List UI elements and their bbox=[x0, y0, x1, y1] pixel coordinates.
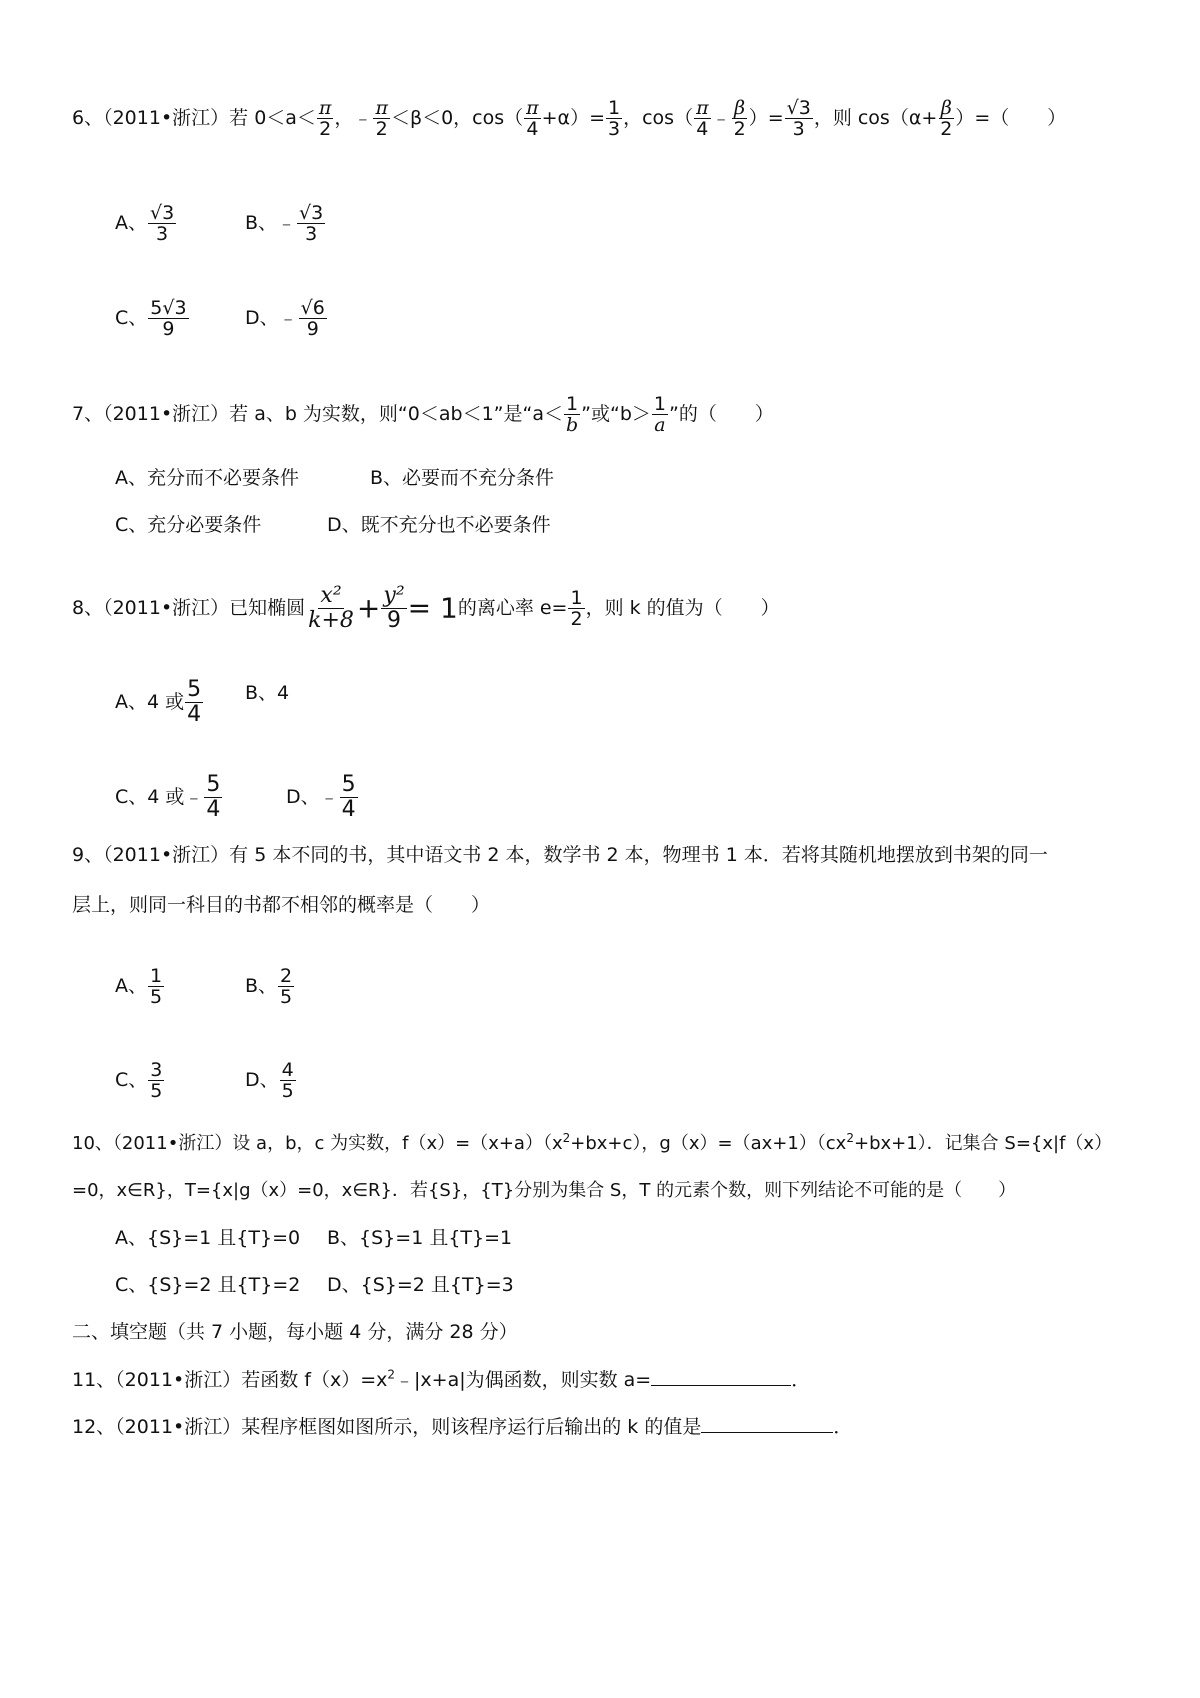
answer-blank[interactable] bbox=[651, 1365, 791, 1386]
question-10-stem-line1: 10、（2011•浙江）设 a，b，c 为实数，$f(x)=(x+a)(x^2+bx+c)$，$g(x)=(ax+1)(cx^2+bx+1)$．记集合 S={x|f（x） bbox=[72, 1131, 1113, 1154]
q8-option-b[interactable]: B、4 bbox=[245, 682, 290, 704]
question-8-stem: 8、（2011•浙江）已知椭圆 $\frac{\text{x²}}{k+8}$ + $\frac{\text{y²}}{9}$ = 1的离心率 e= $\frac{1}{2}$ ，则 k 的值为（ ） bbox=[72, 583, 780, 633]
fraction: $\frac{\text{x²}}{k+8}$ bbox=[308, 583, 354, 633]
fraction: $\frac{5√3}{9}$ bbox=[150, 297, 187, 340]
question-9-stem-line1: 9、（2011•浙江）有 5 本不同的书，其中语文书 2 本，数学书 2 本，物理书 1 本．若将其随机地摆放到书架的同一 bbox=[72, 844, 1048, 866]
q9-option-c[interactable]: C、 $\frac{3}{5}$ bbox=[115, 1059, 163, 1102]
q10-option-c[interactable]: C、{S}=2 且{T}=2 bbox=[115, 1274, 301, 1296]
fraction: $\frac{5}{4}$ bbox=[341, 772, 356, 822]
fraction: $\frac{\pi}{2}$ bbox=[318, 97, 332, 140]
fraction: $\frac{\text{y²}}{9}$ bbox=[383, 583, 405, 633]
fraction: $\frac{1}{b}$ bbox=[566, 393, 579, 436]
q9-option-a[interactable]: A、 $\frac{1}{5}$ bbox=[115, 965, 163, 1008]
fraction: $\frac{5}{4}$ bbox=[206, 772, 221, 822]
question-11-stem: 11、（2011•浙江）若函数 $f(x)=x^2﹣|x+a|$为偶函数，则实数 a= ． bbox=[72, 1365, 810, 1395]
q10-option-d[interactable]: D、{S}=2 且{T}=3 bbox=[327, 1274, 514, 1296]
question-12-stem: 12、（2011•浙江）某程序框图如图所示，则该程序运行后输出的 k 的值是 ． bbox=[72, 1412, 852, 1442]
fraction: $\frac{5}{4}$ bbox=[187, 677, 202, 727]
fraction: $\frac{3}{5}$ bbox=[150, 1059, 163, 1102]
fraction: $\frac{√3}{3}$ bbox=[299, 202, 324, 245]
fraction: $\frac{\pi}{4}$ bbox=[696, 97, 709, 140]
q6-option-b[interactable]: B、﹣ $\frac{√3}{3}$ bbox=[245, 202, 324, 245]
q8-option-c[interactable]: C、4 或﹣ $\frac{5}{4}$ bbox=[115, 772, 221, 822]
q6-option-d[interactable]: D、﹣ $\frac{√6}{9}$ bbox=[245, 297, 325, 340]
q7-option-a[interactable]: A、充分而不必要条件 bbox=[115, 467, 299, 489]
q10-option-a[interactable]: A、{S}=1 且{T}=0 bbox=[115, 1227, 301, 1249]
q7-option-c[interactable]: C、充分必要条件 bbox=[115, 514, 262, 536]
fraction: $\frac{1}{5}$ bbox=[150, 965, 163, 1008]
q10-option-b[interactable]: B、{S}=1 且{T}=1 bbox=[327, 1227, 513, 1249]
fraction: $\frac{\beta}{2}$ bbox=[940, 97, 953, 140]
fraction: $\frac{√6}{9}$ bbox=[300, 297, 325, 340]
question-7-stem: 7、（2011•浙江）若 a、b 为实数，则“0＜ab＜1”是“a＜ $\frac{1}{b}$ ”或“b＞ $\frac{1}{a}$ ”的（ ） bbox=[72, 393, 774, 436]
fraction: $\frac{\beta}{2}$ bbox=[733, 97, 746, 140]
q6-option-c[interactable]: C、 $\frac{5√3}{9}$ bbox=[115, 297, 187, 340]
fraction: $\frac{1}{3}$ bbox=[608, 97, 621, 140]
q7-option-b[interactable]: B、必要而不充分条件 bbox=[370, 467, 555, 489]
fraction: $\frac{\pi}{4}$ bbox=[526, 97, 539, 140]
fraction: $\frac{\pi}{2}$ bbox=[375, 97, 388, 140]
fraction: $\frac{4}{5}$ bbox=[281, 1059, 294, 1102]
section-heading-fill-in: 二、填空题（共 7 小题，每小题 4 分，满分 28 分） bbox=[72, 1321, 518, 1343]
fraction: $\frac{1}{2}$ bbox=[570, 587, 583, 630]
question-10-stem-line2: =0，x∈R}，T={x|g（x）=0，x∈R}．若{S}，{T}分别为集合 S，T 的元素个数，则下列结论不可能的是（ ） bbox=[72, 1180, 1017, 1201]
fraction: $\frac{1}{a}$ bbox=[653, 393, 667, 436]
q7-option-d[interactable]: D、既不充分也不必要条件 bbox=[327, 514, 551, 536]
q8-option-a[interactable]: A、4 或 $\frac{5}{4}$ bbox=[115, 677, 202, 727]
answer-blank[interactable] bbox=[701, 1412, 833, 1433]
q9-option-b[interactable]: B、 $\frac{2}{5}$ bbox=[245, 965, 293, 1008]
fraction: $\frac{2}{5}$ bbox=[280, 965, 293, 1008]
question-6-stem: 6、（2011•浙江）若 0＜a＜ $\frac{\pi}{2}$ ，﹣ $\frac{\pi}{2}$ ＜β＜0，cos（ $\frac{\pi}{4}$ +α）= $\frac{1}{3}$ ，cos（ $\frac{\pi}{4}$ ﹣ $\frac{\beta}{2}$ ）= $\frac{√3}{3}$ ，则 cos（α+ $\frac{\beta}{2}$ ）=（ ） bbox=[72, 97, 1067, 140]
fraction: $\frac{√3}{3}$ bbox=[786, 97, 811, 140]
q6-option-a[interactable]: A、 $\frac{√3}{3}$ bbox=[115, 202, 175, 245]
q9-option-d[interactable]: D、 $\frac{4}{5}$ bbox=[245, 1059, 294, 1102]
q8-option-d[interactable]: D、﹣ $\frac{5}{4}$ bbox=[286, 772, 356, 822]
fraction: $\frac{√3}{3}$ bbox=[150, 202, 175, 245]
question-9-stem-line2: 层上，则同一科目的书都不相邻的概率是（ ） bbox=[72, 894, 491, 916]
